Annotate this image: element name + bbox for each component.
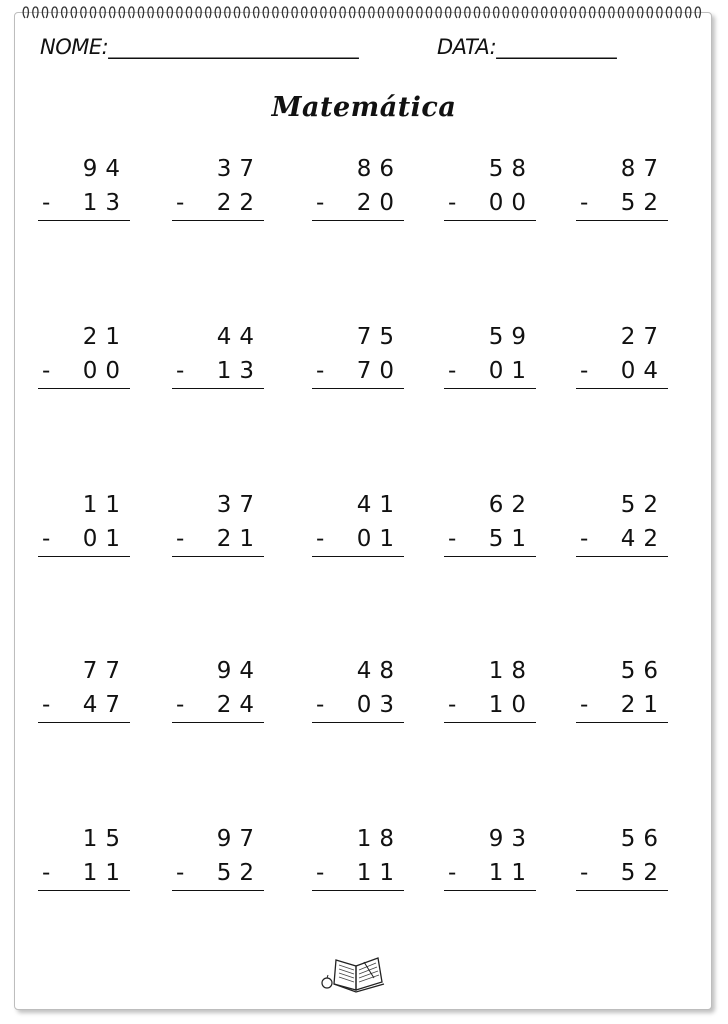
minus-sign: - [448, 190, 457, 216]
spiral-binding-icon [22, 4, 702, 24]
subtrahend-row [38, 358, 130, 388]
subtrahend: 11 [356, 860, 402, 886]
subtrahend-row [576, 190, 668, 220]
minuend-row [444, 156, 536, 186]
subtrahend: 22 [216, 190, 262, 216]
answer-line [312, 556, 404, 557]
minus-sign: - [176, 190, 185, 216]
minus-sign: - [42, 526, 51, 552]
minuend: 62 [488, 492, 534, 518]
subtrahend: 00 [82, 358, 128, 384]
subtraction-problem [576, 826, 668, 890]
minuend: 86 [356, 156, 402, 182]
answer-line [312, 722, 404, 723]
minuend-row [312, 156, 404, 186]
answer-line [576, 388, 668, 389]
minuend-row [576, 156, 668, 186]
minuend: 27 [620, 324, 666, 350]
subtraction-problem [444, 492, 536, 556]
subtrahend-row [172, 692, 264, 722]
answer-line [576, 556, 668, 557]
answer-line [312, 890, 404, 891]
subtraction-problem [312, 324, 404, 388]
subtrahend-row [444, 190, 536, 220]
answer-line [444, 890, 536, 891]
subtrahend: 70 [356, 358, 402, 384]
subtrahend: 42 [620, 526, 666, 552]
subtrahend-row [312, 358, 404, 388]
subtrahend: 01 [82, 526, 128, 552]
subtraction-problem [576, 658, 668, 722]
minus-sign: - [580, 526, 589, 552]
minuend-row [172, 156, 264, 186]
minuend: 41 [356, 492, 402, 518]
subtrahend: 10 [488, 692, 534, 718]
subtraction-problem [172, 156, 264, 220]
minuend: 77 [82, 658, 128, 684]
minuend-row [38, 492, 130, 522]
subtraction-problem [38, 324, 130, 388]
minuend: 18 [488, 658, 534, 684]
subtraction-problem [576, 324, 668, 388]
minus-sign: - [448, 526, 457, 552]
subtrahend: 13 [216, 358, 262, 384]
answer-line [38, 722, 130, 723]
minuend: 37 [216, 156, 262, 182]
minuend-row [38, 658, 130, 688]
answer-line [444, 722, 536, 723]
minus-sign: - [42, 860, 51, 886]
minuend-row [172, 492, 264, 522]
minuend: 37 [216, 492, 262, 518]
subtrahend: 52 [620, 860, 666, 886]
answer-line [576, 722, 668, 723]
subtrahend: 00 [488, 190, 534, 216]
minuend: 21 [82, 324, 128, 350]
subtrahend-row [576, 692, 668, 722]
subtraction-problem [38, 658, 130, 722]
minuend: 93 [488, 826, 534, 852]
minuend-row [38, 324, 130, 354]
subtrahend-row [312, 526, 404, 556]
answer-line [38, 556, 130, 557]
minus-sign: - [316, 526, 325, 552]
minuend-row [576, 658, 668, 688]
minus-sign: - [580, 860, 589, 886]
minuend: 11 [82, 492, 128, 518]
subtraction-problem [444, 324, 536, 388]
minuend-row [172, 826, 264, 856]
date-field[interactable]: DATA:____________ [437, 35, 617, 59]
subtrahend-row [312, 692, 404, 722]
minuend: 48 [356, 658, 402, 684]
answer-line [444, 220, 536, 221]
minuend: 44 [216, 324, 262, 350]
subtraction-problem [38, 156, 130, 220]
subtrahend: 47 [82, 692, 128, 718]
subtrahend-row [576, 358, 668, 388]
subtrahend: 11 [488, 860, 534, 886]
minuend-row [576, 324, 668, 354]
subtraction-problem [312, 492, 404, 556]
minuend-row [312, 658, 404, 688]
answer-line [312, 220, 404, 221]
minuend: 97 [216, 826, 262, 852]
subtraction-problem [172, 826, 264, 890]
minuend-row [312, 492, 404, 522]
subtrahend-row [576, 526, 668, 556]
subtraction-problem [576, 492, 668, 556]
subtrahend: 13 [82, 190, 128, 216]
minus-sign: - [448, 692, 457, 718]
subtrahend-row [576, 860, 668, 890]
minus-sign: - [176, 692, 185, 718]
minuend-row [444, 826, 536, 856]
subtrahend-row [444, 860, 536, 890]
minuend-row [38, 156, 130, 186]
minuend-row [444, 324, 536, 354]
page-title: Matemática [271, 92, 457, 123]
answer-line [172, 556, 264, 557]
answer-line [444, 556, 536, 557]
subtraction-problem [172, 658, 264, 722]
minus-sign: - [42, 190, 51, 216]
minus-sign: - [176, 526, 185, 552]
minuend: 94 [216, 658, 262, 684]
subtrahend-row [38, 526, 130, 556]
minus-sign: - [42, 692, 51, 718]
subtrahend-row [38, 190, 130, 220]
subtrahend: 20 [356, 190, 402, 216]
subtrahend: 21 [620, 692, 666, 718]
name-field[interactable]: NOME:_________________________ [40, 35, 359, 59]
minuend: 56 [620, 826, 666, 852]
answer-line [172, 722, 264, 723]
minuend-row [312, 324, 404, 354]
subtraction-problem [444, 658, 536, 722]
answer-line [172, 388, 264, 389]
minus-sign: - [316, 358, 325, 384]
subtrahend-row [172, 526, 264, 556]
subtraction-problem [576, 156, 668, 220]
answer-line [38, 388, 130, 389]
subtraction-problem [38, 826, 130, 890]
minus-sign: - [448, 860, 457, 886]
subtrahend: 01 [488, 358, 534, 384]
minuend: 58 [488, 156, 534, 182]
minuend: 59 [488, 324, 534, 350]
subtraction-problem [172, 324, 264, 388]
subtrahend: 03 [356, 692, 402, 718]
minuend-row [38, 826, 130, 856]
subtraction-problem [444, 156, 536, 220]
header [40, 35, 670, 67]
subtrahend: 04 [620, 358, 666, 384]
minuend-row [172, 658, 264, 688]
minuend-row [444, 492, 536, 522]
answer-line [312, 388, 404, 389]
minus-sign: - [580, 358, 589, 384]
subtrahend: 52 [216, 860, 262, 886]
answer-line [444, 388, 536, 389]
minus-sign: - [176, 860, 185, 886]
minus-sign: - [42, 358, 51, 384]
subtrahend: 52 [620, 190, 666, 216]
subtraction-problem [312, 156, 404, 220]
minuend: 52 [620, 492, 666, 518]
subtrahend-row [172, 190, 264, 220]
open-book-icon [316, 950, 396, 994]
minus-sign: - [448, 358, 457, 384]
minuend-row [172, 324, 264, 354]
subtrahend: 01 [356, 526, 402, 552]
minuend-row [312, 826, 404, 856]
minus-sign: - [316, 860, 325, 886]
subtraction-problem [444, 826, 536, 890]
subtraction-problem [312, 658, 404, 722]
minus-sign: - [176, 358, 185, 384]
subtrahend: 24 [216, 692, 262, 718]
answer-line [576, 220, 668, 221]
subtrahend-row [312, 190, 404, 220]
subtrahend: 51 [488, 526, 534, 552]
answer-line [172, 890, 264, 891]
minuend: 87 [620, 156, 666, 182]
subtrahend: 11 [82, 860, 128, 886]
subtraction-problem [312, 826, 404, 890]
answer-line [576, 890, 668, 891]
minuend: 18 [356, 826, 402, 852]
answer-line [38, 890, 130, 891]
minuend-row [444, 658, 536, 688]
minuend: 75 [356, 324, 402, 350]
minus-sign: - [316, 692, 325, 718]
subtrahend-row [38, 692, 130, 722]
subtrahend-row [444, 358, 536, 388]
minuend: 15 [82, 826, 128, 852]
subtrahend-row [172, 358, 264, 388]
subtrahend-row [444, 692, 536, 722]
minuend: 94 [82, 156, 128, 182]
minus-sign: - [580, 190, 589, 216]
answer-line [38, 220, 130, 221]
subtrahend-row [172, 860, 264, 890]
subtrahend-row [38, 860, 130, 890]
subtrahend-row [444, 526, 536, 556]
subtraction-problem [38, 492, 130, 556]
minus-sign: - [580, 692, 589, 718]
minuend: 56 [620, 658, 666, 684]
minuend-row [576, 492, 668, 522]
minus-sign: - [316, 190, 325, 216]
subtrahend-row [312, 860, 404, 890]
minuend-row [576, 826, 668, 856]
answer-line [172, 220, 264, 221]
subtrahend: 21 [216, 526, 262, 552]
subtraction-problem [172, 492, 264, 556]
